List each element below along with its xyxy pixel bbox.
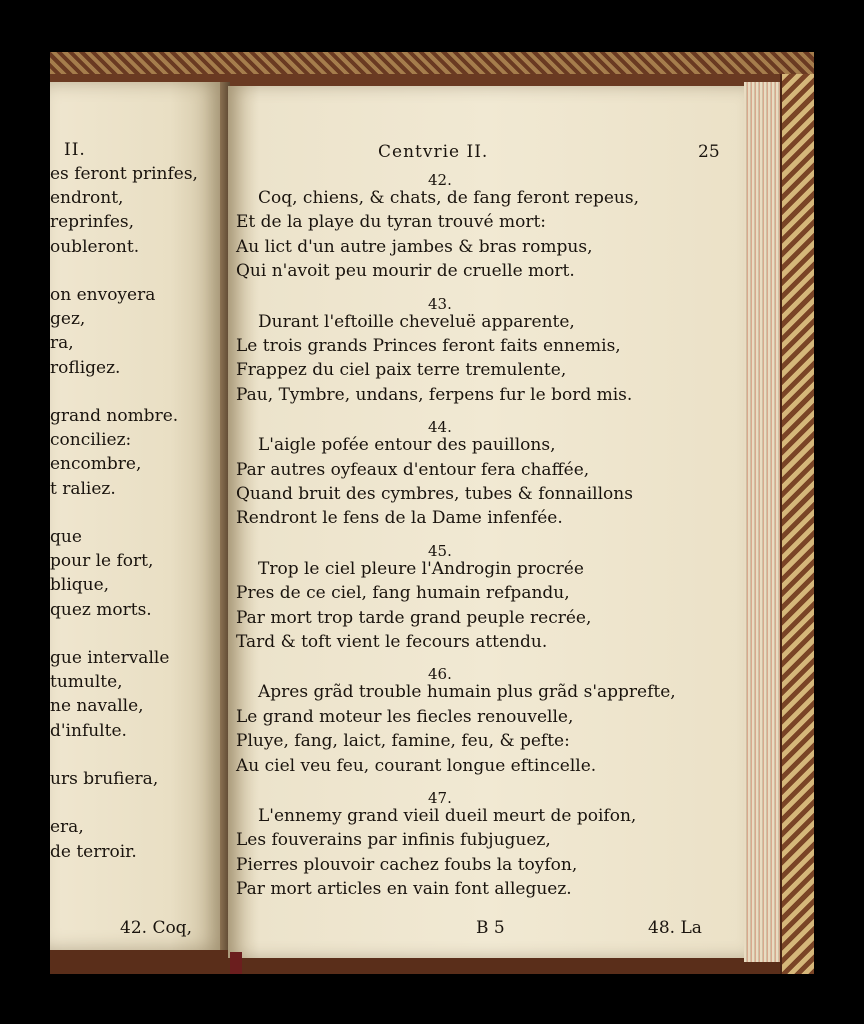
left-text-line: on envoyera — [50, 285, 156, 305]
quatrain-number: 47. — [428, 789, 452, 807]
verse-line: Au lict d'un autre jambes & bras rompus, — [236, 236, 593, 257]
verse-line: Tard & toft vient le fecours attendu. — [236, 632, 548, 652]
verse-line: Et de la playe du tyran trouvé mort: — [236, 212, 547, 233]
verse-line: Pau, Tymbre, undans, ferpens fur le bord mis. — [236, 384, 633, 405]
verse-line: Durant l'eftoille cheveluë apparente, — [258, 311, 575, 332]
left-text-line: tumulte, — [50, 672, 123, 693]
verse-line: Pierres plouvoir cachez foubs la toyfon, — [236, 854, 578, 875]
signature-mark: B 5 — [476, 918, 505, 938]
verse-line: Trop le ciel pleure l'Androgin procrée — [258, 558, 584, 579]
quatrain-number: 42. — [428, 171, 452, 189]
verse-line: Pres de ce ciel, fang humain refpandu, — [236, 583, 570, 604]
left-text-line: encombre, — [50, 454, 142, 475]
verse-line: Frappez du ciel paix terre tremulente, — [236, 360, 567, 381]
verse-line: Le trois grands Princes feront faits ennemis, — [236, 336, 621, 356]
verse-line: Pluye, fang, laict, famine, feu, & pefte: — [236, 731, 570, 752]
left-text-line: t raliez. — [50, 478, 116, 499]
verse-line: Qui n'avoit peu mourir de cruelle mort. — [236, 261, 575, 282]
right-catchword: 48. La — [648, 918, 702, 938]
verse-line: L'aigle pofée entour des pauillons, — [258, 435, 556, 456]
left-text-line: grand nombre. — [50, 406, 179, 426]
verse-line: Par mort trop tarde grand peuple recrée, — [236, 607, 592, 628]
left-text-line: blique, — [50, 575, 110, 596]
right-page — [228, 86, 746, 958]
left-text-line: pour le fort, — [50, 551, 154, 572]
verse-line: Le grand moteur les fiecles renouvelle, — [236, 706, 574, 727]
left-text-line: quez morts. — [50, 599, 152, 620]
left-text-line: d'infulte. — [50, 720, 127, 741]
bookmark-ribbon — [230, 952, 242, 974]
left-text-line: ne navalle, — [50, 696, 144, 717]
verse-line: Rendront le fens de la Dame infenfée. — [236, 508, 563, 529]
verse-line: Coq, chiens, & chats, de fang feront repeus, — [258, 188, 639, 208]
verse-line: Apres grãd trouble humain plus grãd s'apprefte, — [258, 682, 676, 703]
quatrain-number: 45. — [428, 541, 452, 560]
left-text-line: endront, — [50, 188, 124, 209]
left-text-line: rofligez. — [50, 357, 121, 378]
left-text-line: conciliez: — [50, 430, 132, 451]
verse-line: Quand bruit des cymbres, tubes & fonnaillons — [236, 484, 633, 504]
left-text-line: gue intervalle — [50, 648, 170, 668]
left-text-line: que — [50, 527, 82, 547]
verse-line: L'ennemy grand vieil dueil meurt de poifon, — [258, 806, 637, 826]
left-text-line: ra, — [50, 333, 74, 354]
left-text-line: era, — [50, 817, 84, 838]
verse-line: Par mort articles en vain font alleguez. — [236, 879, 572, 900]
left-page — [50, 82, 222, 950]
left-text-line: gez, — [50, 309, 86, 330]
quatrain-number: 43. — [428, 294, 452, 313]
left-text-line: urs brufiera, — [50, 769, 159, 789]
left-running-head: II. — [64, 140, 86, 160]
left-catchword: 42. Coq, — [120, 918, 192, 938]
decorative-spine — [780, 74, 814, 974]
left-text-line: es feront prinfes, — [50, 164, 198, 184]
page-number: 25 — [698, 142, 720, 162]
verse-line: Par autres oyfeaux d'entour fera chaffée, — [236, 459, 590, 480]
page-edges — [744, 82, 784, 962]
quatrain-number: 44. — [428, 418, 452, 437]
left-text-line: de terroir. — [50, 841, 137, 862]
verse-line: Au ciel veu feu, courant longue eftincelle. — [236, 755, 597, 776]
left-text-line: oubleront. — [50, 236, 140, 257]
quatrain-number: 46. — [428, 665, 452, 684]
gilt-border — [50, 52, 814, 74]
left-text-line: reprinfes, — [50, 212, 135, 233]
verse-line: Les fouverains par infinis fubjuguez, — [236, 830, 551, 851]
book-photo — [50, 52, 814, 974]
running-head: Centvrie II. — [378, 142, 489, 162]
